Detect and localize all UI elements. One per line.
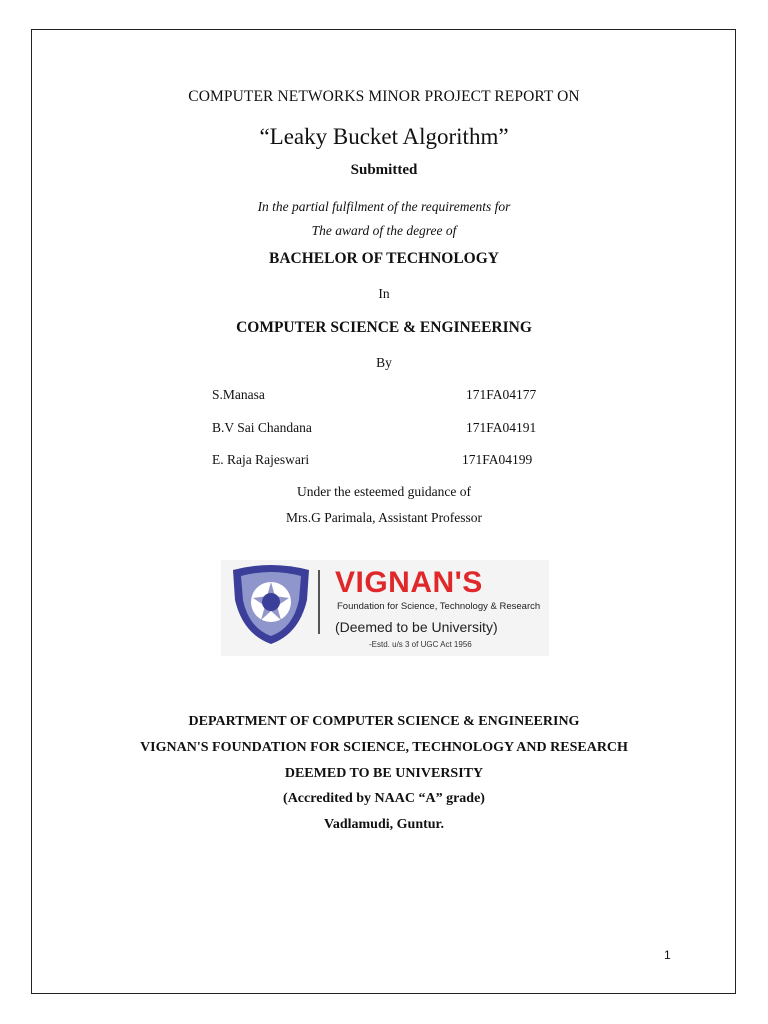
guide-name: Mrs.G Parimala, Assistant Professor — [285, 510, 483, 525]
fulfilment-line: In the partial fulfilment of the requirements for — [257, 199, 511, 214]
logo-wordmark: VIGNAN'S — [335, 566, 483, 599]
award-line: The award of the degree of — [311, 223, 457, 238]
deemed-university: DEEMED TO BE UNIVERSITY — [284, 766, 484, 781]
report-title: “Leaky Bucket Algorithm” — [259, 124, 509, 149]
department-name: DEPARTMENT OF COMPUTER SCIENCE & ENGINEERING — [188, 714, 580, 729]
student-id: 171FA04199 — [462, 452, 533, 467]
branch-name: COMPUTER SCIENCE & ENGINEERING — [236, 319, 532, 336]
logo-established-text: -Estd. u/s 3 of UGC Act 1956 — [369, 640, 472, 649]
student-name: E. Raja Rajeswari — [212, 452, 310, 467]
student-id: 171FA04191 — [466, 420, 537, 435]
student-name: B.V Sai Chandana — [212, 420, 312, 435]
submitted-label: Submitted — [350, 162, 418, 178]
report-heading: COMPUTER NETWORKS MINOR PROJECT REPORT ON — [188, 88, 580, 105]
location-line: Vadlamudi, Guntur. — [324, 817, 444, 832]
university-logo — [221, 560, 549, 656]
degree-name: BACHELOR OF TECHNOLOGY — [269, 250, 499, 267]
foundation-name: VIGNAN'S FOUNDATION FOR SCIENCE, TECHNOLOGY AND RESEARCH — [140, 740, 628, 755]
logo-subtitle: Foundation for Science, Technology & Research — [337, 601, 541, 612]
vignan-emblem-icon — [221, 560, 331, 656]
student-id: 171FA04177 — [466, 387, 537, 402]
logo-deemed-text: (Deemed to be University) — [335, 619, 498, 635]
in-label: In — [378, 286, 390, 301]
student-name: S.Manasa — [212, 387, 265, 402]
page-number: 1 — [664, 948, 671, 962]
by-label: By — [376, 355, 392, 370]
accreditation-line: (Accredited by NAAC “A” grade) — [283, 791, 485, 806]
guidance-intro: Under the esteemed guidance of — [297, 484, 471, 499]
